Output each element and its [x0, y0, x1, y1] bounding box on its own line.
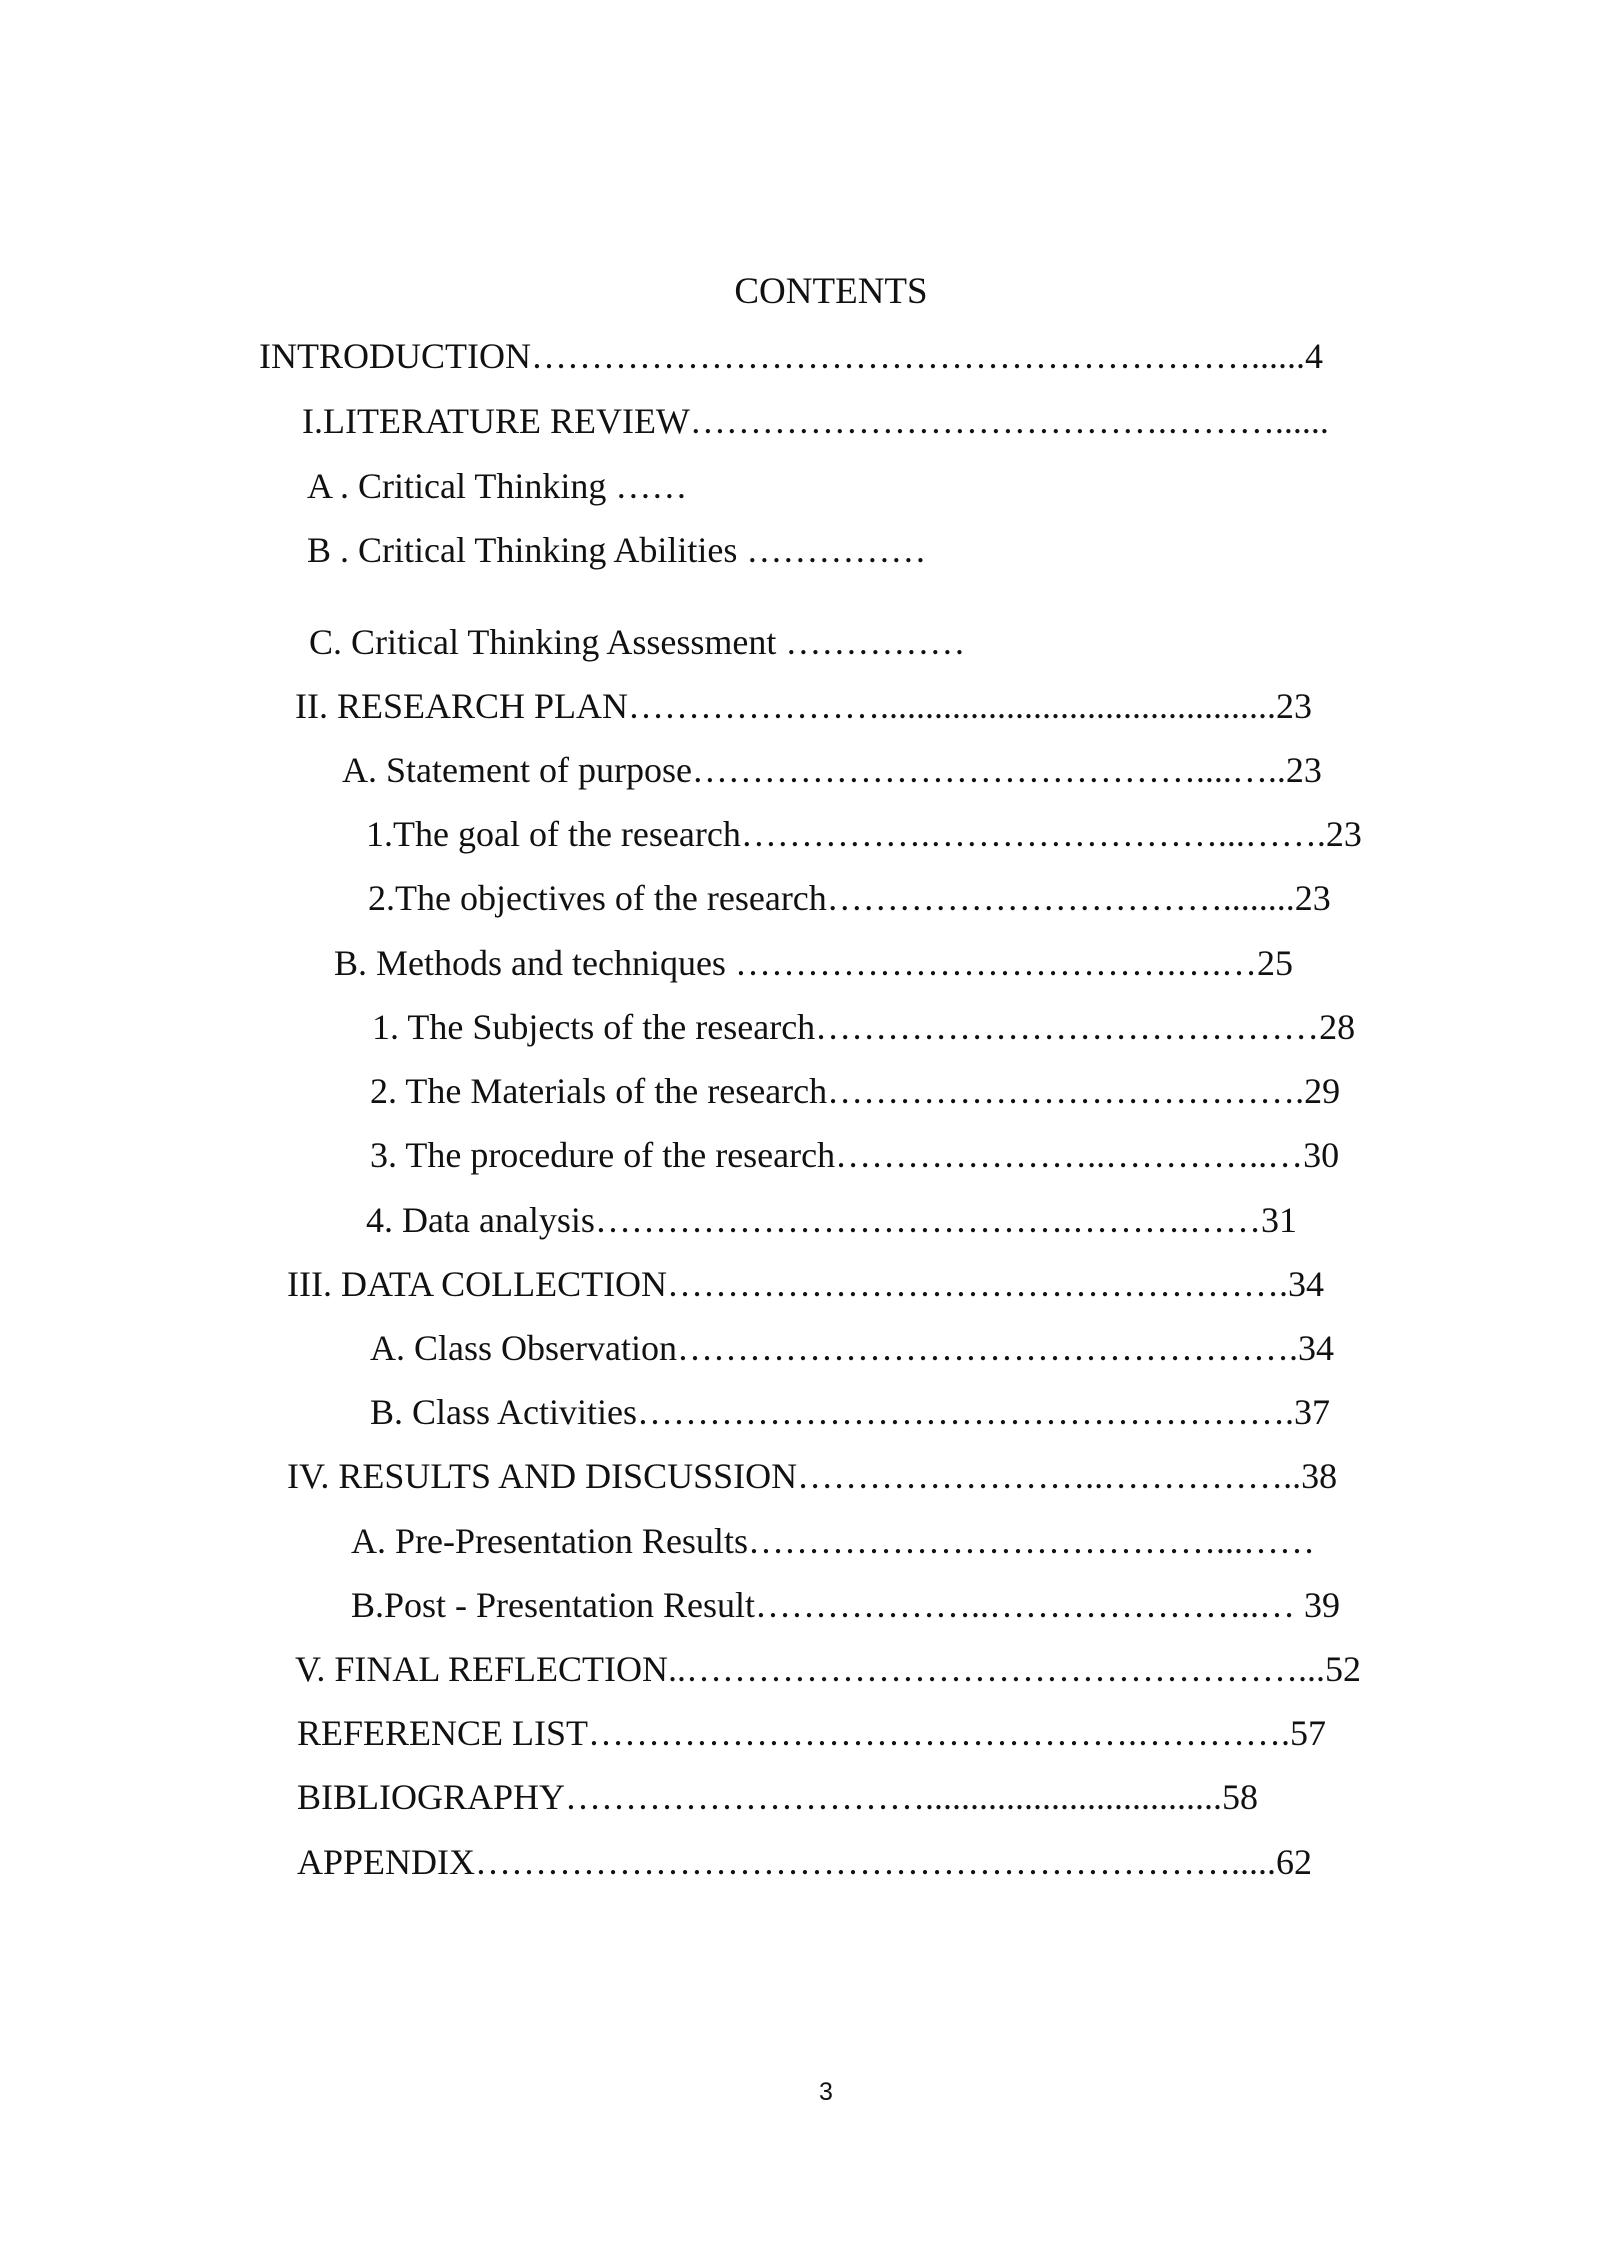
toc-entry-research-plan: II. RESEARCH PLAN…………………............................................23	[295, 686, 1313, 726]
page-number: 3	[819, 2078, 833, 2106]
toc-entry-results-and-discussion: IV. RESULTS AND DISCUSSION……………………..……………..38	[287, 1456, 1338, 1496]
toc-entry-final-reflection: V. FINAL REFLECTION..……………………………………………...52	[295, 1649, 1362, 1689]
toc-entry-data-collection: III. DATA COLLECTION…………………………………………….34	[287, 1264, 1325, 1304]
toc-entry-critical-thinking-abilities: B . Critical Thinking Abilities ……………	[307, 530, 927, 570]
toc-entry-objectives-of-research: 2.The objectives of the research……………………………........23	[368, 878, 1331, 918]
toc-entry-statement-of-purpose: A. Statement of purpose……………………………………....…..23	[342, 750, 1322, 790]
toc-entry-critical-thinking: A . Critical Thinking ……	[307, 466, 688, 506]
toc-entry-bibliography: BIBLIOGRAPHY………………………….................................58	[297, 1777, 1259, 1817]
toc-entry-data-analysis: 4. Data analysis………………………………….……….……31	[366, 1200, 1297, 1240]
toc-entry-literature-review: I.LITERATURE REVIEW………………………………….………......	[302, 401, 1329, 441]
toc-entry-reference-list: REFERENCE LIST……………………………………….………….57	[297, 1713, 1327, 1753]
toc-entry-goal-of-research: 1.The goal of the research…………….……………………...…….23	[366, 814, 1362, 854]
toc-entry-subjects-of-research: 1. The Subjects of the research……………………………………28	[372, 1007, 1356, 1047]
toc-entry-procedure-of-research: 3. The procedure of the research…………………..…………..…30	[370, 1135, 1340, 1175]
toc-entry-pre-presentation-results: A. Pre-Presentation Results…………………………………...……	[351, 1521, 1315, 1561]
toc-entry-introduction: INTRODUCTION……………………………………………………......4	[259, 336, 1323, 376]
toc-entry-appendix: APPENDIX……………………………………………………….....62	[297, 1842, 1313, 1882]
toc-entry-class-observation: A. Class Observation…………………………………………….34	[370, 1328, 1334, 1368]
toc-entry-methods-and-techniques: B. Methods and techniques ……………………………….….…25	[334, 943, 1293, 983]
toc-entry-critical-thinking-assessment: C. Critical Thinking Assessment ……………	[309, 622, 966, 662]
toc-entry-materials-of-research: 2. The Materials of the research………………………………….29	[370, 1071, 1341, 1111]
toc-entry-class-activities: B. Class Activities……………………………………………….37	[370, 1392, 1331, 1432]
toc-entry-post-presentation-result: B.Post - Presentation Result………………..…………………..… 39	[351, 1585, 1340, 1625]
contents-heading: CONTENTS	[734, 271, 928, 312]
